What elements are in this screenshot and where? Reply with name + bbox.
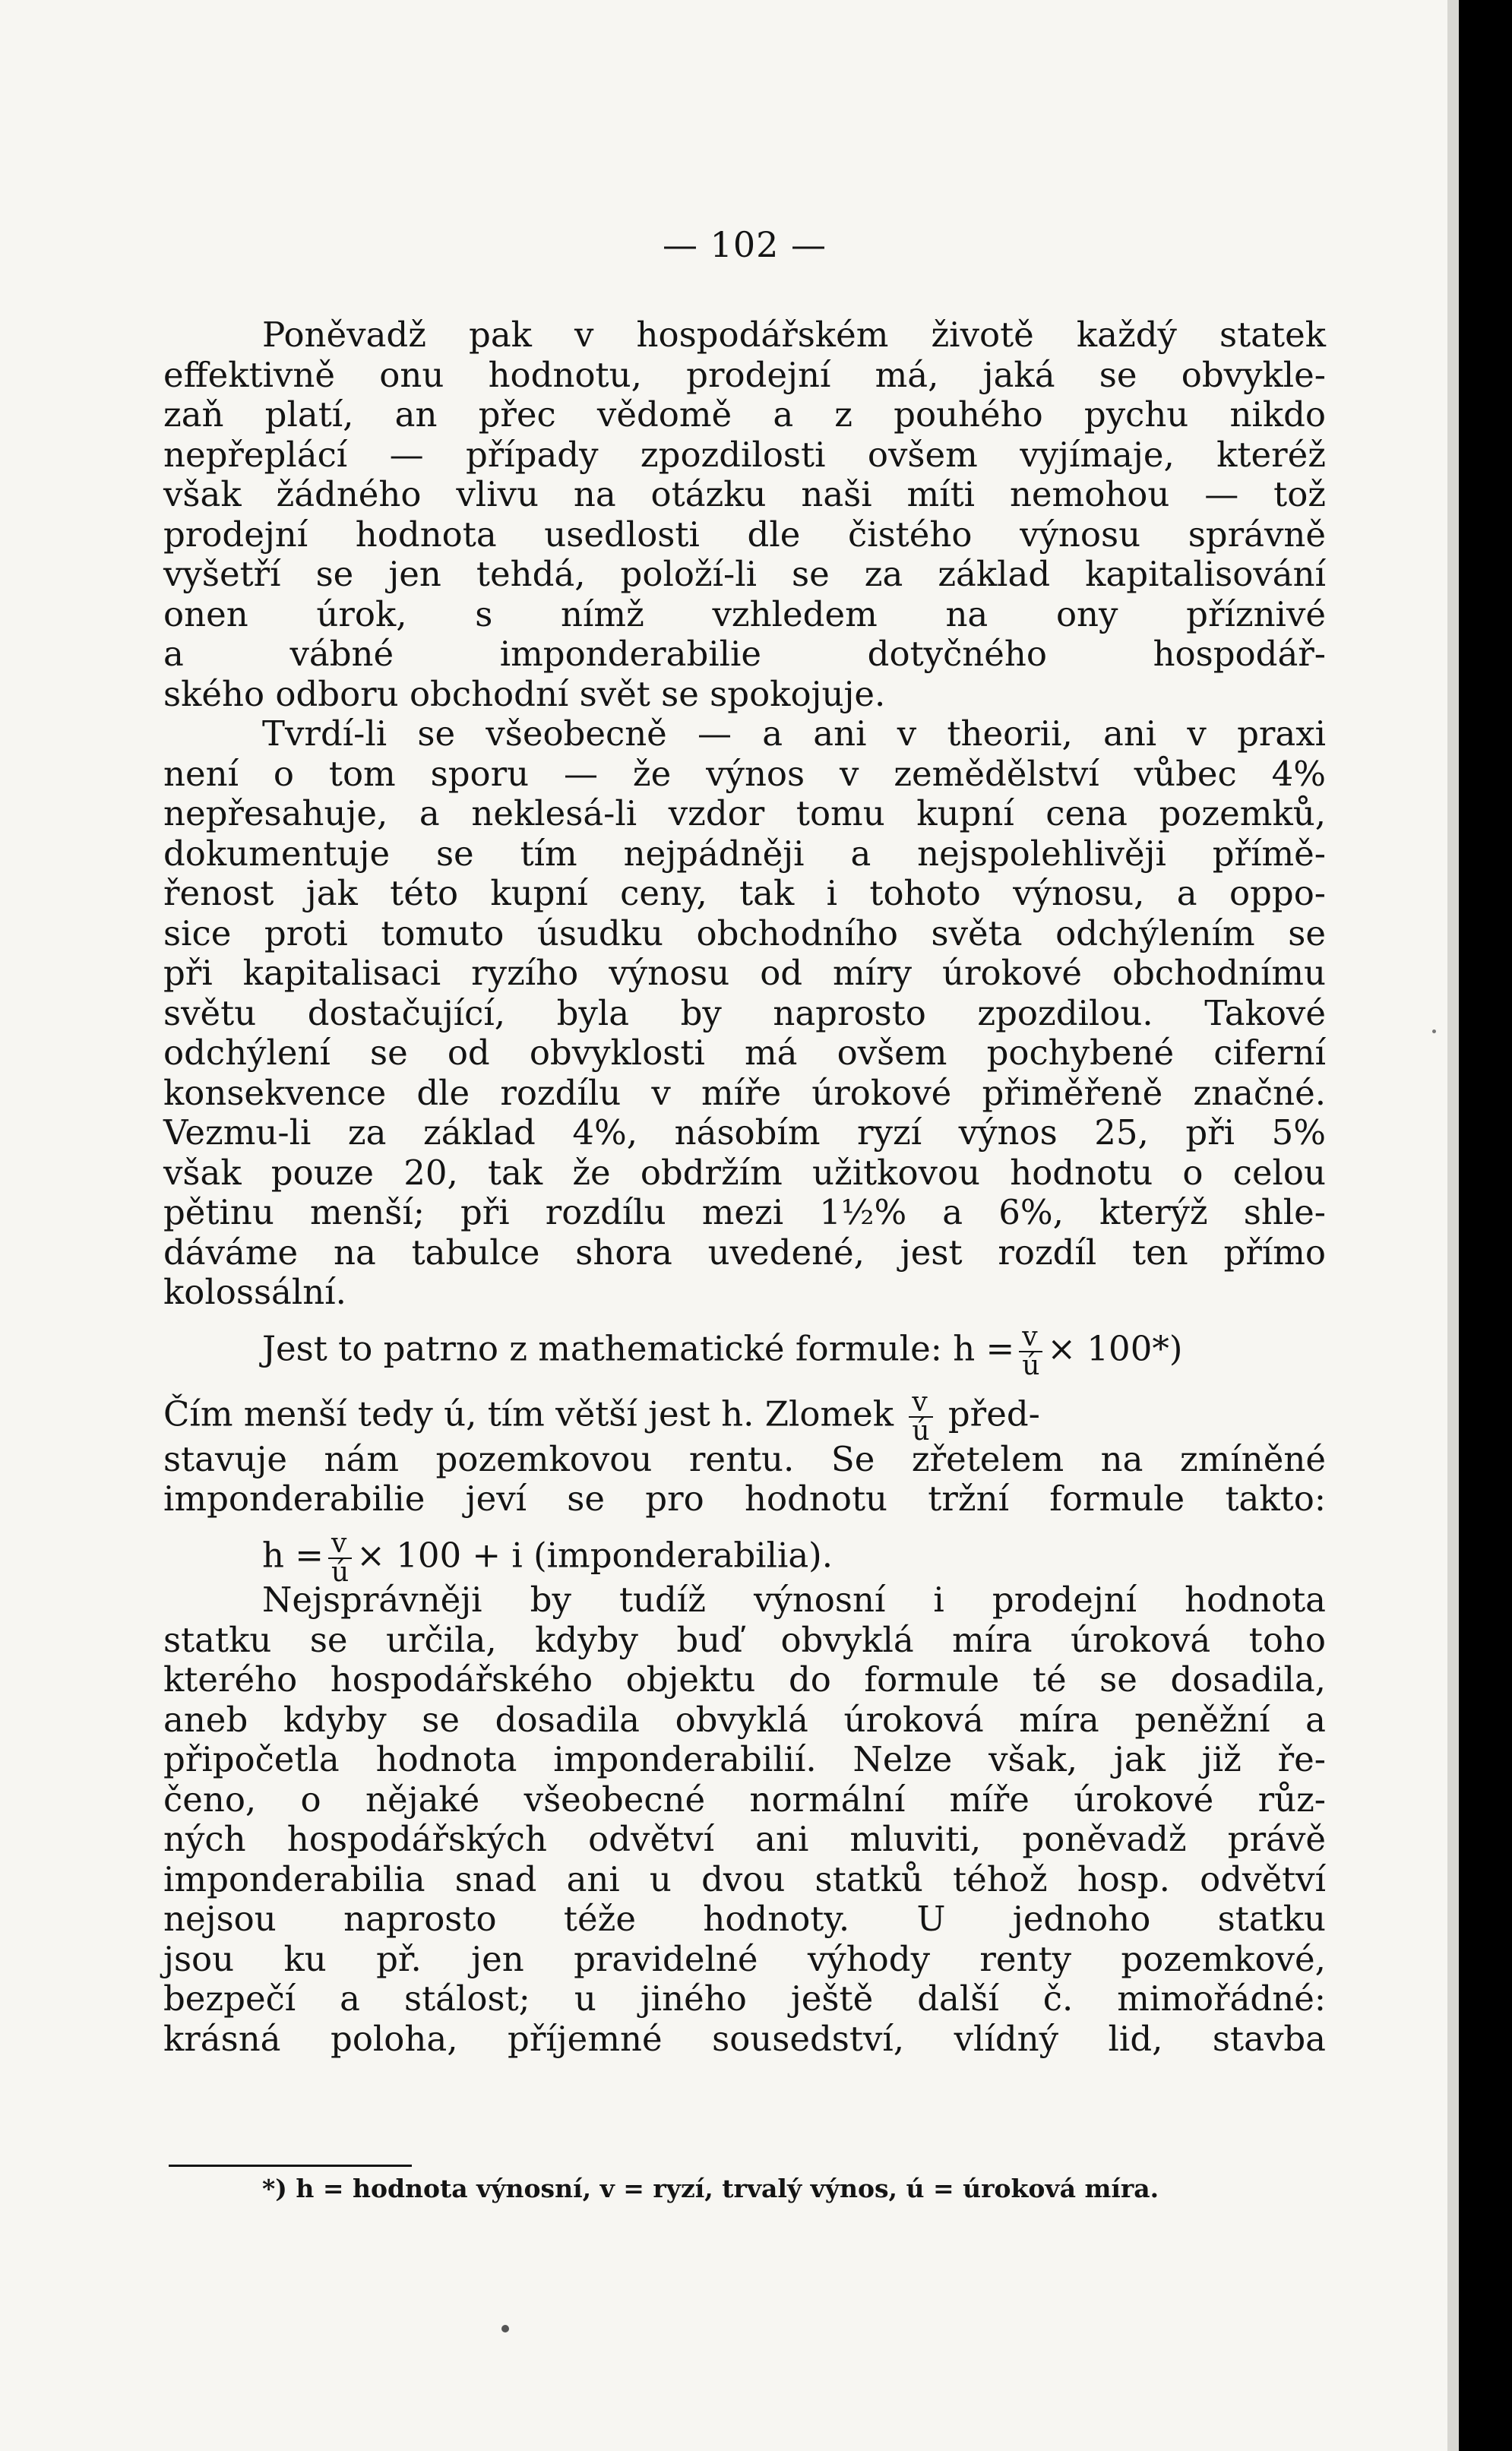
fraction-v-over-u <box>909 1389 932 1445</box>
paragraph4-line: nejsou naprosto téže hodnoty. U jednoho statku <box>163 1899 1326 1939</box>
formula2-lead: h = <box>262 1535 324 1575</box>
formula1-tail: × 100*) <box>1047 1328 1183 1368</box>
fraction-v-over-u <box>1019 1320 1042 1381</box>
paragraph4-line: statku se určila, kdyby buď obvyklá míra úroková toho <box>163 1619 1326 1660</box>
footnote-rule <box>169 2165 412 2167</box>
formula-line <box>163 1320 1326 1381</box>
paragraph3-line: stavuje nám pozemkovou rentu. Se zřetelem na zmíněné <box>163 1438 1326 1479</box>
paragraph1-line: však žádného vlivu na otázku naši míti nemohou — tož <box>163 474 1326 514</box>
paragraph4-line: Nejsprávněji by tudíž výnosní i prodejní hodnota <box>262 1580 1326 1620</box>
print-speck <box>1432 1029 1436 1033</box>
fraction-v-over-u <box>328 1527 352 1588</box>
paragraph1-line: onen úrok, s nímž vzhledem na ony příznivé <box>163 593 1326 634</box>
paragraph1-line: ského odboru obchodní svět se spokojuje. <box>163 673 886 714</box>
footnote: *) h = hodnota výnosní, v = ryzí, trvalý výnos, ú = úroková míra. <box>262 2174 1159 2203</box>
paragraph3-start: Čím menší tedy ú, tím větší jest h. Zlomek <box>163 1393 894 1434</box>
paragraph4-line: čeno, o nějaké všeobecné normální míře úrokové růz- <box>163 1779 1326 1820</box>
formula1-lead: Jest to patrno z mathematické formule: h = <box>262 1328 1015 1368</box>
fraction-denominator: ú <box>912 1415 930 1447</box>
paragraph2-line: Tvrdí-li se všeobecně — a ani v theorii, ani v praxi <box>262 713 1326 754</box>
paragraph1-line: prodejní hodnota usedlosti dle čistého výnosu správně <box>163 514 1326 555</box>
paragraph2-line: pětinu menší; při rozdílu mezi 1½% a 6%, kterýž shle- <box>163 1192 1326 1232</box>
paragraph4-line: bezpečí a stálost; u jiného ještě další č. mimořádné: <box>163 1978 1326 2019</box>
paragraph2-line: kolossální. <box>163 1272 346 1312</box>
paragraph4-line: kterého hospodářského objektu do formule té se dosadila, <box>163 1659 1326 1700</box>
paragraph2-line: není o tom sporu — že výnos v zemědělství vůbec 4% <box>163 753 1326 794</box>
paragraph2-line: sice proti tomuto úsudku obchodního světa odchýlením se <box>163 912 1326 954</box>
paragraph1-line: nepřeplácí — případy zpozdilosti ovšem vyjímaje, kteréž <box>163 434 1326 475</box>
paragraph2-line: dokumentuje se tím nejpádněji a nejspolehlivěji přímě- <box>163 833 1326 874</box>
fraction-denominator: ú <box>331 1556 350 1588</box>
paragraph2-line: konsekvence dle rozdílu v míře úrokové přiměřeně značné. <box>163 1072 1326 1113</box>
formula2-tail: × 100 + i (imponderabilia). <box>356 1535 833 1575</box>
paragraph2-line: nepřesahuje, a neklesá-li vzdor tomu kupní cena pozemků, <box>163 793 1326 833</box>
paragraph3-end: před- <box>947 1393 1040 1434</box>
fraction-numerator: v <box>1019 1324 1042 1352</box>
page-edge-shadow <box>1447 0 1459 2451</box>
paragraph4-line: krásná poloha, příjemné sousedství, vlídný lid, stavba <box>163 2018 1326 2059</box>
paragraph4-line: jsou ku př. jen pravidelné výhody renty pozemkové, <box>163 1938 1326 1979</box>
paragraph1-line: Poněvadž pak v hospodářském životě každý statek <box>262 315 1326 355</box>
paragraph4-line: ných hospodářských odvětví ani mluviti, poněvadž právě <box>163 1819 1326 1859</box>
paragraph2-line: světu dostačující, byla by naprosto zpozdilou. Takové <box>163 992 1326 1033</box>
paragraph1-line: vyšetří se jen tehdá, položí-li se za základ kapitalisování <box>163 554 1326 594</box>
paragraph4-line: imponderabilia snad ani u dvou statků téhož hosp. odvětví <box>163 1858 1326 1899</box>
paragraph2-line: Vezmu-li za základ 4%, násobím ryzí výnos 25, při 5% <box>163 1112 1326 1153</box>
paragraph1-line: a vábné imponderabilie dotyčného hospodář- <box>163 634 1326 674</box>
paragraph2-line: dáváme na tabulce shora uvedené, jest rozdíl ten přímo <box>163 1232 1326 1273</box>
print-speck <box>501 2325 509 2332</box>
paragraph2-line: při kapitalisaci ryzího výnosu od míry úrokové obchodnímu <box>163 953 1326 993</box>
paragraph2-line: řenost jak této kupní ceny, tak i tohoto výnosu, a oppo- <box>163 873 1326 913</box>
body-text <box>163 315 1326 2059</box>
paragraph4-line: aneb kdyby se dosadila obvyklá úroková míra peněžní a <box>163 1699 1326 1740</box>
fraction-numerator: v <box>909 1389 932 1418</box>
paragraph2-line: však pouze 20, tak že obdržím užitkovou hodnotu o celou <box>163 1152 1326 1193</box>
paragraph3-line: imponderabilie jeví se pro hodnotu tržní formule takto: <box>163 1479 1326 1519</box>
formula-line <box>163 1527 1326 1588</box>
page-number: — 102 — <box>662 224 827 265</box>
paragraph2-line: odchýlení se od obvyklosti má ovšem pochybené ciferní <box>163 1033 1326 1073</box>
paragraph1-line: effektivně onu hodnotu, prodejní má, jaká se obvykle- <box>163 354 1326 395</box>
paragraph3-line <box>163 1387 1326 1447</box>
fraction-denominator: ú <box>1022 1349 1040 1381</box>
fraction-numerator: v <box>328 1530 352 1559</box>
paragraph1-line: zaň platí, an přec vědomě a z pouhého pychu nikdo <box>163 394 1326 435</box>
paragraph4-line: připočetla hodnota imponderabilií. Nelze však, jak již ře- <box>163 1739 1326 1779</box>
